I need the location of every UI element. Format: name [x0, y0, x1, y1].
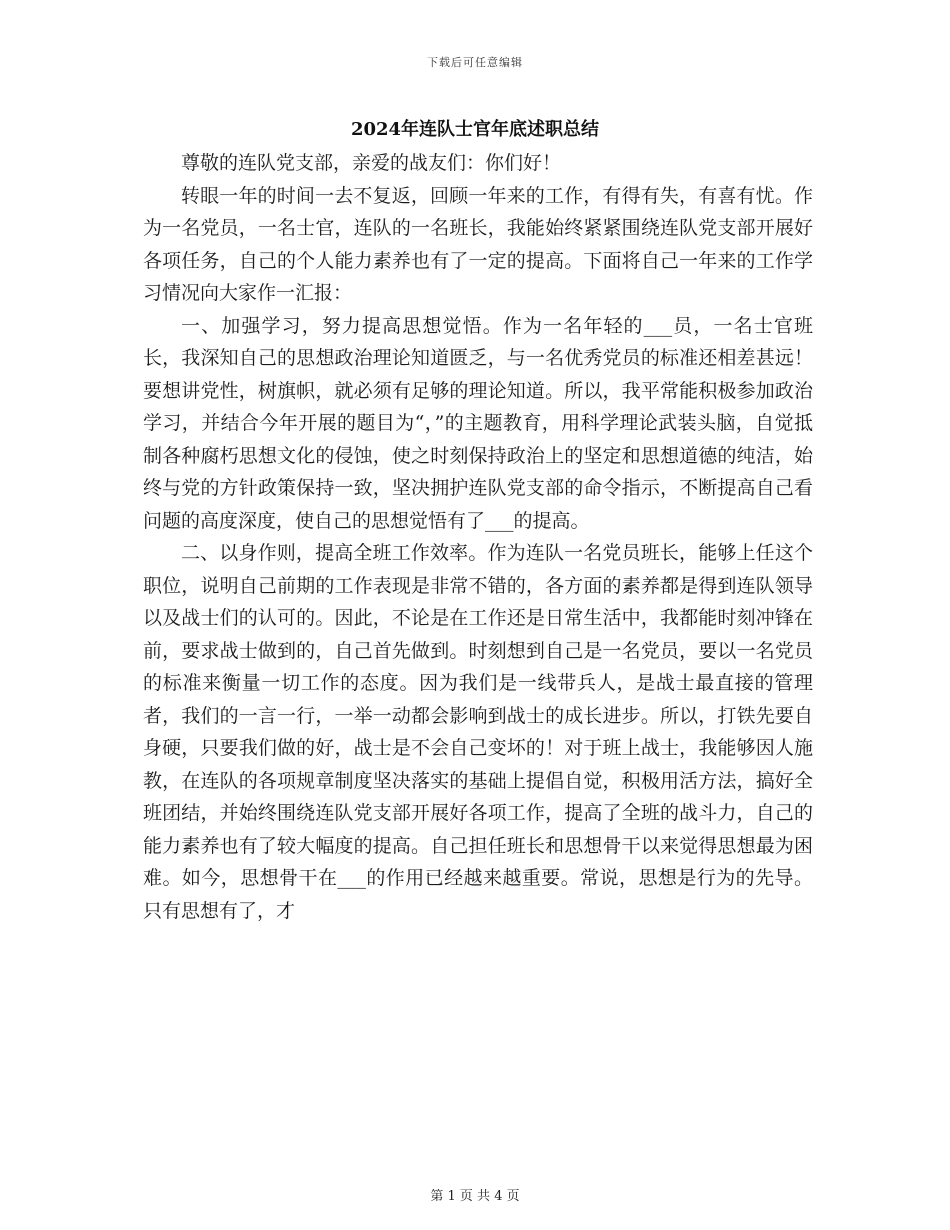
header-note: 下载后可任意编辑 [427, 56, 523, 69]
paragraph-greeting: 尊敬的连队党支部，亲爱的战友们：你们好！ [181, 152, 562, 174]
document-title: 2024年连队士官年底述职总结 [350, 119, 600, 140]
paragraph-intro: 转眼一年的时间一去不复返，回顾一年来的工作，有得有失，有喜有忧。作为一名党员，一名士官，连队的一名班长，我能始终紧紧围绕连队党支部开展好各项任务，自己的个人能力素养也有了一定的提高。下面将自己一年来的工作学习情况向大家作一汇报： [143, 184, 813, 304]
document-body [143, 147, 813, 927]
paragraph-section-one: 一、加强学习，努力提高思想觉悟。作为一名年轻的___员，一名士官班长，我深知自己的思想政治理论知道匮乏，与一名优秀党员的标准还相差甚远！要想讲党性，树旗帜，就必须有足够的理论知道。所以，我平常能积极参加政治学习，并结合今年开展的题目为“，”的主题教育，用科学理论武装头脑，自觉抵制各种腐朽思想文化的侵蚀，使之时刻保持政治上的坚定和思想道德的纯洁，始终与党的方针政策保持一致，坚决拥护连队党支部的命令指示，不断提高自己看问题的高度深度，使自己的思想觉悟有了___的提高。 [143, 314, 813, 532]
paragraph-section-two: 二、以身作则，提高全班工作效率。作为连队一名党员班长，能够上任这个职位，说明自己前期的工作表现是非常不错的，各方面的素养都是得到连队领导以及战士们的认可的。因此，不论是在工作还是日常生活中，我都能时刻冲锋在前，要求战士做到的，自己首先做到。时刻想到自己是一名党员，要以一名党员的标准来衡量一切工作的态度。因为我们是一线带兵人，是战士最直接的管理者，我们的一言一行，一举一动都会影响到战士的成长进步。所以，打铁先要自身硬，只要我们做的好，战士是不会自己变坏的！对于班上战士，我能够因人施教，在连队的各项规章制度坚决落实的基础上提倡自觉，积极用活方法，搞好全班团结，并始终围绕连队党支部开展好各项工作，提高了全班的战斗力，自己的能力素养也有了较大幅度的提高。自己担任班长和思想骨干以来觉得思想最为困难。如今，思想骨干在___的作用已经越来越重要。常说，思想是行为的先导。只有思想有了，才 [143, 542, 813, 922]
page-number: 第 1 页 共 4 页 [430, 1189, 520, 1204]
